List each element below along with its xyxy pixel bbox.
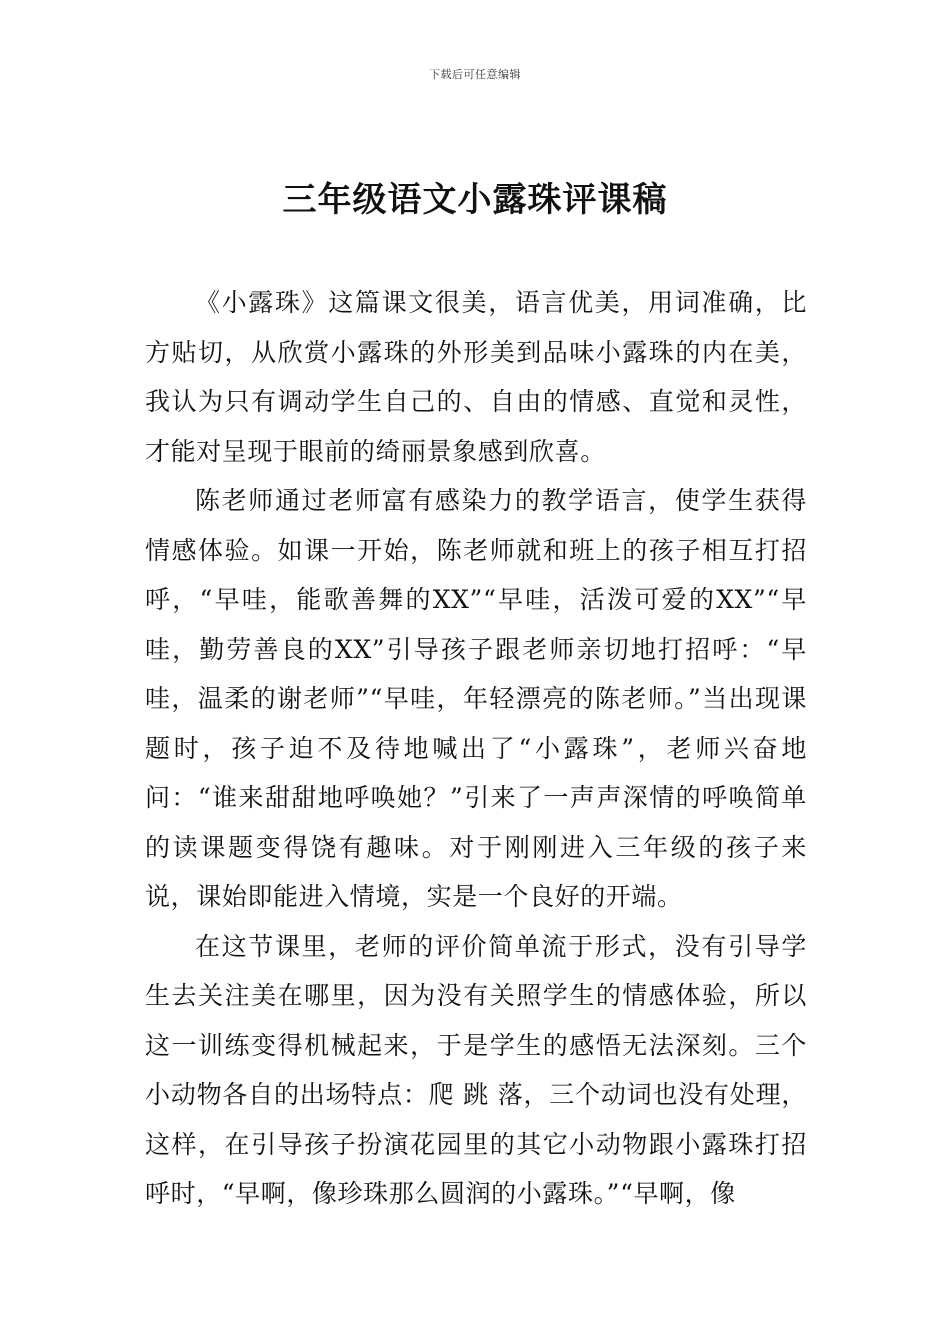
paragraph-3: 在这节课里，老师的评价简单流于形式，没有引导学生去关注美在哪里，因为没有关照学生的情感体验，所以这一训练变得机械起来，于是学生的感悟无法深刻。三个小动物各自的出场特点：爬 跳 落，三个动词也没有处理，这样，在引导孩子扮演花园里的其它小动物跟小露珠打招呼时，“早啊，像珍珠那么圆润的小露珠。”“早啊，像 bbox=[145, 931, 807, 1208]
header-note: 下载后可任意编辑 bbox=[429, 68, 521, 81]
paragraph-2: 陈老师通过老师富有感染力的教学语言，使学生获得情感体验。如课一开始，陈老师就和班上的孩子相互打招呼，“早哇，能歌善舞的XX”“早哇，活泼可爱的XX”“早哇，勤劳善良的XX”引导孩子跟老师亲切地打招呼：“早哇，温柔的谢老师”“早哇，年轻漂亮的陈老师。”当出现课题时，孩子迫不及待地喊出了“小露珠”，老师兴奋地问：“谁来甜甜地呼唤她？”引来了一声声深情的呼唤简单的读课题变得饶有趣味。对于刚刚进入三年级的孩子来说，课始即能进入情境，实是一个良好的开端。 bbox=[145, 486, 807, 911]
document-title: 三年级语文小露珠评课稿 bbox=[282, 180, 668, 220]
paragraph-1: 《小露珠》这篇课文很美，语言优美，用词准确，比方贴切，从欣赏小露珠的外形美到品味小露珠的内在美，我认为只有调动学生自己的、自由的情感、直觉和灵性，才能对呈现于眼前的绮丽景象感到欣喜。 bbox=[145, 288, 807, 466]
document-body bbox=[145, 278, 807, 1219]
